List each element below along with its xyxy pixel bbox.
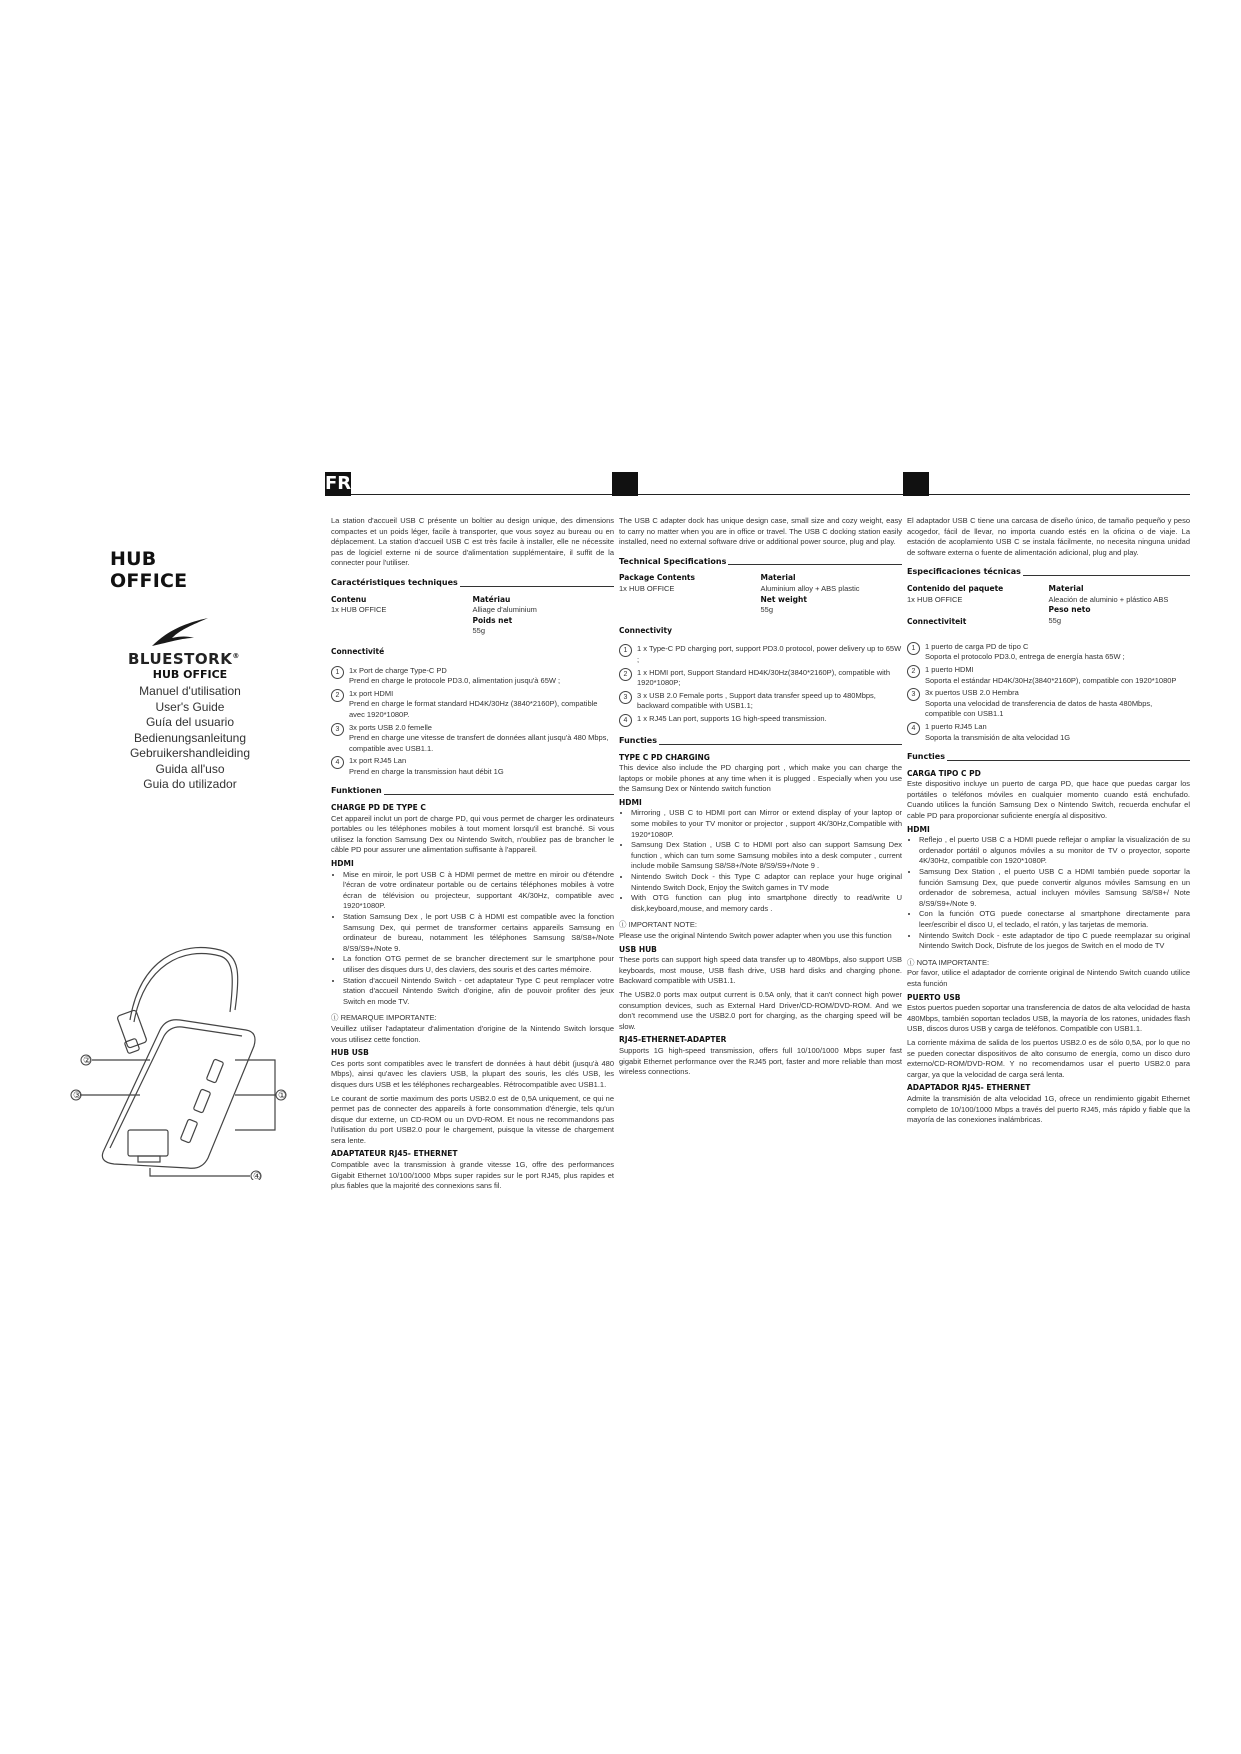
functions-section-title: Functies [619,736,902,747]
info-icon: ⓘ [907,957,917,967]
rj45-text: Admite la transmisión de alta velocidad 1G, ofrece un rendimiento gigabit Ethernet completo de 10/100/1000 Mbps a través del puerto RJ45, más rápido y fiable que la mayoría de las conexiones inalámbricas. [907,1093,1190,1125]
list-item: • Station Samsung Dex , le port USB C à HDMI est compatible avec la fonction Samsung Dex, qui permet de transformer certains appareils Samsung en ordinateur de bureau, notamment les téléphones Samsung S8/S8+/Note 8/S9/S9+/Note 9. [343,912,614,954]
spec-grid [331,595,614,637]
rj45-heading: ADAPTATEUR RJ45- ETHERNET [331,1149,458,1159]
pd-text: Cet appareil inclut un port de charge PD, qui vous permet de charger les ordinateurs portables ou les téléphones mobiles à tout moment lorsqu'il est branché. Si vous utilisez la fonction Samsung Dex ou Nintendo Switch, n'oubliez pas de brancher le câble PD pour assurer une alimentation suffisante à l'appareil. [331,813,614,855]
header-rule [325,494,1190,495]
list-item: • Station d'accueil Nintendo Switch - cet adaptateur Type C peut remplacer votre station d'accueil Nintendo Switch d'origine, afin de pouvoir profiter des jeux Switch en mode TV. [343,976,614,1008]
hdmi-heading: HDMI [619,797,642,807]
language-tag-fr: FR [325,473,352,494]
column-en [619,516,902,1081]
pd-heading: TYPE C PD CHARGING [619,752,710,762]
spec-section-title: Especificaciones técnicas [907,567,1190,578]
rj45-heading: RJ45-ETHERNET-ADAPTER [619,1035,727,1045]
functions-section-title: Functies [907,752,1190,763]
usb-text-2: The USB2.0 ports max output current is 0.5A only, that it can't connect high power consumption devices, such as External Hard Driver/CD-ROM/DVD-ROM. And we don't recommend use the USB2.0 port for charging, as the charging speed will be slow. [619,989,902,1031]
usb-heading: HUB USB [331,1048,369,1058]
spec-grid [907,584,1190,628]
weight-value: 55g [1048,615,1062,625]
language-item: User's Guide [155,699,225,714]
material-value: Aluminium alloy + ABS plastic [760,583,860,593]
material-heading: Material [760,573,796,583]
intro-text: El adaptador USB C tiene una carcasa de diseño único, de tamaño pequeño y peso acogedor, fácil de llevar, no importa cuando estés en la oficina o de viaje. La estación de acoplamiento USB C se instala fácilmente, no necesita ninguna unidad de software externa o fuente de alimentación adicional, plug and play. [907,516,1190,557]
note-text: Por favor, utilice el adaptador de corriente original de Nintendo Switch cuando utilice esta función [907,968,1190,988]
usb-c-hub-illustration [70,920,290,1180]
column-fr [331,516,614,1195]
contents-heading: Contenu [331,594,367,604]
contents-heading: Contenido del paquete [907,583,1004,593]
logo-wordmark: BLUESTORK® [128,650,240,668]
language-tag-es [903,472,929,496]
connectivity-item: 1 1x Port de charge Type-C PD Prend en charge le protocole PD3.0, alimentation jusqu'à 65W ; [331,666,614,687]
language-tag-en [612,472,638,496]
weight-value: 55g [472,626,486,636]
connectivity-item: 4 1 puerto RJ45 Lan Soporta la transmisión de alta velocidad 1G [907,722,1190,743]
manual-language-list [120,668,260,793]
product-title: HUB OFFICE [110,548,188,592]
list-item: • Reflejo , el puerto USB C a HDMI puede reflejar o ampliar la visualización de su ordenador portátil o algunos móviles a su monitor de TV o proyector, soporte 4K/30Hz, compatible con 1920*1080P. [919,835,1190,867]
manual-heading: HUB OFFICE [152,668,228,681]
list-item: • La fonction OTG permet de se brancher directement sur le smartphone pour utiliser des disques durs U, des claviers, des souris et des cartes mémoire. [343,954,614,975]
hdmi-list [619,808,902,914]
rj45-text: Compatible avec la transmission à grande vitesse 1G, offre des performances Gigabit Ethernet 10/100/1000 Mbps super rapides sur le port RJ45, plus rapides et plus fiables que la majorité des connexions sans fil. [331,1160,614,1191]
hdmi-heading: HDMI [907,824,930,834]
list-item: • Samsung Dex Station , el puerto USB C a HDMI también puede soportar la función Samsung Dex, que puede convertir algunos móviles Samsung en un ordenador de sobremesa, actual incluyen móviles Samsung S8/S8+/ Note 8/S9/S9+/Note 9. [919,867,1190,909]
callout-4: ④ [253,1171,262,1180]
connectivity-item: 3 3x ports USB 2.0 femelle Prend en charge une vitesse de transfert de données allant jusqu'à 480 Mbps, compatible avec USB1.1. [331,723,614,755]
connectivity-item: 3 3 x USB 2.0 Female ports , Support data transfer speed up to 480Mbps, backward compatible with USB1.1; [619,691,902,712]
important-note: ⓘ REMARQUE IMPORTANTE: [331,1013,437,1023]
swoosh-icon [150,616,210,650]
language-item: Bedienungsanleitung [133,730,247,745]
list-item: • With OTG function can plug into smartphone directly to read/write U disk,keyboard,mouse, and memory cards . [631,893,902,914]
material-heading: Matériau [472,594,511,604]
connectivity-item: 3 3x puertos USB 2.0 Hembra Soporta una velocidad de transferencia de datos de hasta 480Mbps, compatible con USB1.1 [907,688,1190,720]
material-value: Aleación de aluminio + plástico ABS [1048,594,1169,604]
list-item: • Con la función OTG puede conectarse al smartphone directamente para leer/escribir el disco U, el teclado, el ratón, y las tarjetas de memoria. [919,909,1190,930]
language-item: Guida all'uso [155,761,225,776]
intro-text: La station d'accueil USB C présente un boîtier au design unique, des dimensions compactes et un poids léger, facile à transporter, que vous soyez au bureau ou en déplacement. La station d'accueil USB C est très facile à installer, elle ne nécessite pas de logiciel externe ni de source d'alimentation supplémentaire, il suffit de la connecter pour l'utiliser. [331,516,614,568]
bluestork-logo [128,616,238,672]
hdmi-list [331,870,614,1008]
note-text: Veuillez utiliser l'adaptateur d'alimentation d'origine de la Nintendo Switch lorsque vous utilisez cette fonction. [331,1023,614,1044]
spec-grid [619,573,902,615]
pd-text: This device also include the PD charging port , which make you can charge the laptops or mobile phones at any time when it is plugged . Especially when you use the Samsung Dex or Nintendo switch function [619,763,902,794]
connectivity-heading: Connectivity [619,625,672,635]
info-icon: ⓘ [331,1013,341,1023]
usb-text-2: La corriente máxima de salida de los puertos USB2.0 es de sólo 0,5A, por lo que no se pueden conectar dispositivos de alto consumo de energía, como un disco duro externo/CD-ROM/DVD-ROM. Y no recomendamos usar el puerto USB2.0 para cargar, ya que la velocidad de carga será lenta. [907,1037,1190,1079]
list-item: • Mise en miroir, le port USB C à HDMI permet de mettre en miroir ou d'étendre l'écran de votre ordinateur portable ou de certains téléphones mobiles à votre écran de télévision ou projecteur, supportant 4K/30Hz, compatible avec 1920*1080P. [343,870,614,912]
hdmi-list [907,835,1190,952]
connectivity-item: 4 1 x RJ45 Lan port, supports 1G high-speed transmission. [619,714,902,727]
contents-value: 1x HUB OFFICE [619,583,675,593]
weight-heading: Net weight [760,594,807,604]
list-item: • Nintendo Switch Dock - this Type C adaptor can replace your huge original Nintendo Switch Dock, Enjoy the Switch games in TV mode [631,872,902,893]
usb-text: Estos puertos pueden soportar una transferencia de datos de alta velocidad de hasta 480Mbps, también soportan teclados USB, la mayoría de los ratones, unidades flash USB, discos duros USB y carga de teléfonos. Compatible con USB1.1. [907,1003,1190,1034]
usb-text-2: Le courant de sortie maximum des ports USB2.0 est de 0,5A uniquement, ce qui ne permet pas de connecter des appareils à forte consommation d'énergie, tels qu'un disque dur externe, un CD-ROM ou un DVD-ROM. Et nous ne recommandons pas l'utilisation du port USB2.0 pour le chargement, puisque la vitesse de chargement sera lente. [331,1093,614,1145]
list-item: • Mirroring , USB C to HDMI port can Mirror or extend display of your laptop or some mobiles to your TV monitor or projector , support 4K/30Hz,Compatible with 1920*1080P. [631,808,902,840]
intro-text: The USB C adapter dock has unique design case, small size and cozy weight, easy to carry no matter when you are in office or travel. The USB C docking station easily installed, need no external software drive or additional power source, plug and play. [619,516,902,547]
pd-heading: CARGA TIPO C PD [907,768,981,778]
rj45-heading: ADAPTADOR RJ45- ETHERNET [907,1083,1031,1093]
weight-value: 55g [760,605,774,615]
weight-heading: Peso neto [1048,605,1091,615]
connectivity-item: 4 1x port RJ45 Lan Prend en charge la transmission haut débit 1G [331,756,614,777]
language-item: Manuel d'utilisation [139,684,241,698]
spec-section-title: Caractéristiques techniques [331,578,614,589]
language-item: Guia do utilizador [143,777,237,791]
spec-section-title: Technical Specifications [619,557,902,568]
connectivity-heading: Connectivité [331,646,385,656]
list-item: • Samsung Dex Station , USB C to HDMI port also can support Samsung Dex function , which can turn some Samsung mobiles into a desk computer , current include mobile Samsung S8/S8+/Note 8/S9/S9+/Note 9 . [631,840,902,872]
connectivity-item: 1 1 x Type-C PD charging port, support PD3.0 protocol, power delivery up to 65W ; [619,644,902,665]
language-item: Gebruikershandleiding [129,746,251,760]
connectivity-item: 2 1x port HDMI Prend en charge le format standard HD4K/30Hz (3840*2160P), compatible avec 1920*1080P. [331,689,614,721]
info-icon: ⓘ [619,920,629,930]
weight-heading: Poids net [472,615,513,625]
connectivity-heading: Connectiviteit [907,617,967,627]
language-item: Guía del usuario [145,715,235,729]
hdmi-heading: HDMI [331,859,354,869]
contents-value: 1x HUB OFFICE [331,605,387,615]
material-heading: Material [1048,583,1084,593]
connectivity-item: 2 1 puerto HDMI Soporta el estándar HD4K/30Hz(3840*2160P), compatible con 1920*1080P [907,665,1190,686]
important-note: ⓘ NOTA IMPORTANTE: [907,957,990,967]
rj45-text: Supports 1G high-speed transmission, offers full 10/100/1000 Mbps super fast gigabit Ethernet performance over the RJ45 port, faster and more reliable than most wireless connections. [619,1045,902,1077]
functions-section-title: Funktionen [331,786,614,797]
callout-3: ③ [73,1090,82,1100]
contents-heading: Package Contents [619,573,695,583]
usb-text: Ces ports sont compatibles avec le transfert de données à haut débit (jusqu'à 480 Mbps), ainsi qu'avec les claviers USB, la plupart des souris, les clés USB, les disques durs USB et les téléphones rechargeables. Rétrocompatible avec USB1.1. [331,1058,614,1089]
important-note: ⓘ IMPORTANT NOTE: [619,920,697,930]
contents-value: 1x HUB OFFICE [907,594,963,604]
connectivity-item: 1 1 puerto de carga PD de tipo C Soporta el protocolo PD3.0, entrega de energía hasta 65W ; [907,642,1190,663]
usb-heading: PUERTO USB [907,992,961,1002]
callout-1: ① [278,1090,287,1100]
connectivity-item: 2 1 x HDMI port, Support Standard HD4K/30Hz(3840*2160P), compatible with 1920*1080P; [619,668,902,689]
material-value: Alliage d'aluminium [472,605,537,615]
pd-heading: CHARGE PD DE TYPE C [331,803,426,813]
usb-heading: USB HUB [619,944,657,954]
usb-text: These ports can support high speed data transfer up to 480Mbps, also support USB keyboards, most mouse, USB flash drive, USB hard disks and charging phone. Backward compatible with USB1.1. [619,955,902,986]
note-text: Please use the original Nintendo Switch power adapter when you use this function [619,931,892,940]
callout-2: ② [83,1055,92,1065]
list-item: • Nintendo Switch Dock - este adaptador de tipo C puede reemplazar su original Nintendo Switch Dock, Disfrute de los juegos de Switch en el modo de TV [919,931,1190,952]
column-es [907,516,1190,1129]
pd-text: Este dispositivo incluye un puerto de carga PD, que hace que puedas cargar los portátiles o teléfonos móviles en cualquier momento cuando está enchufado. Cuando utilices la función Samsung Dex o Nintendo Switch, recuerda enchufar el cable PD para proporcionar suficiente energía al dispositivo. [907,779,1190,821]
